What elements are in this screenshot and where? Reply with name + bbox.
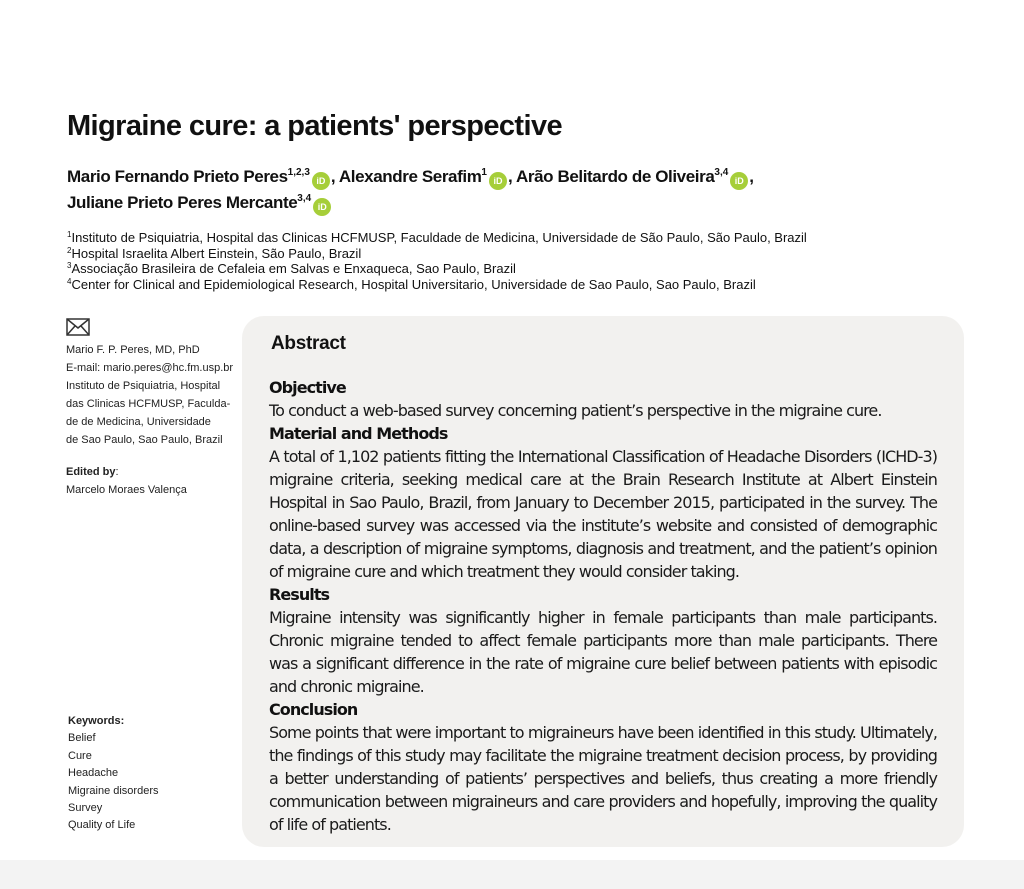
affiliation <box>67 277 967 293</box>
keywords-label: Keywords: <box>68 715 125 727</box>
affiliation <box>67 246 967 262</box>
section-heading-conclusion: Conclusion <box>269 700 358 719</box>
keyword-item: Cure <box>68 749 92 762</box>
orcid-icon[interactable]: iD <box>489 172 507 190</box>
section-text-methods: A total of 1,102 patients fitting the International Classification of Headache Disorders (ICHD-3) migraine criteria, seeking medical care at the Brain Research Institute at Albert Einstein Hospital in Sao Paulo, Brazil, from January to December 2015, participated in the survey. The online-based survey was accessed via the institute’s website and consisted of demographic data, a description of migraine symptoms, diagnosis and treatment, and the patient’s opinion of migraine cure and which treatment they would consider taking. <box>269 447 937 581</box>
affiliation-text: Center for Clinical and Epidemiological Research, Hospital Universitario, Universidade de Sao Paulo, Sao Paulo, Brazil <box>71 276 756 292</box>
mail-icon[interactable] <box>66 318 90 336</box>
section-heading-results: Results <box>269 585 330 604</box>
author-affiliation-sup: 1 <box>481 167 487 178</box>
correspondence-email[interactable]: E-mail: mario.peres@hc.fm.usp.br <box>66 362 234 374</box>
correspondence-line: Instituto de Psiquiatria, Hospital <box>66 380 221 392</box>
abstract-body <box>269 376 937 836</box>
correspondence-line: de de Medicina, Universidade <box>66 416 211 428</box>
section-heading-objective: Objective <box>269 378 346 397</box>
author-name: Arão Belitardo de Oliveira <box>516 167 715 186</box>
affiliation-number: 4 <box>67 276 72 286</box>
section-text-results: Migraine intensity was significantly higher in female participants than male participants. Chronic migraine tended to affect female participants more than male participants. There was a significant difference in the rate of migraine cure belief between patients with episodic and chronic migraine. <box>269 608 937 696</box>
author[interactable] <box>67 167 310 186</box>
edited-by-colon: : <box>115 466 119 478</box>
affiliation <box>67 261 967 277</box>
editor-name: Marcelo Moraes Valença <box>66 484 187 496</box>
author[interactable] <box>516 167 728 186</box>
author-affiliation-sup: 3,4 <box>714 167 729 178</box>
keyword-item: Belief <box>68 732 96 745</box>
affiliation-text: Associação Brasileira de Cefaleia em Salvas e Enxaqueca, Sao Paulo, Brazil <box>71 261 516 276</box>
section-text-objective: To conduct a web-based survey concerning patient’s perspective in the migraine cure. <box>269 401 882 420</box>
keyword-item: Headache <box>68 767 119 780</box>
affiliation-number: 1 <box>67 230 72 239</box>
keyword-item: Quality of Life <box>68 819 136 832</box>
author-separator: , <box>330 167 339 186</box>
author-affiliation-sup: 3,4 <box>297 193 312 204</box>
affiliation-number: 2 <box>67 245 72 255</box>
author-name: Mario Fernando Prieto Peres <box>67 167 288 186</box>
author-name: Alexandre Serafim <box>338 167 482 186</box>
abstract-box <box>242 316 964 847</box>
correspondence-line: Mario F. P. Peres, MD, PhD <box>66 344 200 356</box>
orcid-icon[interactable]: iD <box>313 198 331 216</box>
correspondence-line: de Sao Paulo, Sao Paulo, Brazil <box>66 434 223 446</box>
affiliation-text: Hospital Israelita Albert Einstein, São Paulo, Brazil <box>71 245 362 261</box>
article-sidebar <box>66 318 241 499</box>
orcid-icon[interactable]: iD <box>730 172 748 190</box>
author[interactable] <box>339 167 487 186</box>
page-footer-strip <box>0 860 1024 889</box>
keyword-item: Migraine disorders <box>68 784 159 797</box>
author-affiliation-sup: 1,2,3 <box>287 167 310 178</box>
author-separator: , <box>749 167 754 186</box>
edited-by-label: Edited by <box>66 466 116 478</box>
orcid-icon[interactable]: iD <box>312 172 330 190</box>
keyword-item: Survey <box>68 802 103 815</box>
author-list <box>67 164 807 216</box>
edited-by-block <box>66 463 241 499</box>
affiliation-list <box>67 230 967 292</box>
author[interactable] <box>67 193 311 212</box>
article-title: Migraine cure: a patients' perspective <box>67 110 562 142</box>
section-heading-methods: Material and Methods <box>269 424 448 443</box>
correspondence-block <box>66 341 241 449</box>
affiliation <box>67 230 967 246</box>
correspondence-line: das Clinicas HCFMUSP, Faculda- <box>66 398 231 410</box>
keywords-block <box>68 713 158 835</box>
affiliation-number: 3 <box>67 261 72 270</box>
author-name: Juliane Prieto Peres Mercante <box>67 193 298 212</box>
abstract-heading: Abstract <box>271 333 346 354</box>
affiliation-text: Instituto de Psiquiatria, Hospital das Clinicas HCFMUSP, Faculdade de Medicina, Universidade de São Paulo, São Paulo, Brazil <box>71 230 807 245</box>
section-text-conclusion: Some points that were important to migraineurs have been identified in this study. Ultimately, the findings of this study may facilitate the migraine treatment decision process, by providing a better understanding of patients’ perspectives and beliefs, thus creating a more friendly communication between migraineurs and care providers and hopefully, improving the quality of life of patients. <box>269 723 937 834</box>
author-separator: , <box>507 167 516 186</box>
